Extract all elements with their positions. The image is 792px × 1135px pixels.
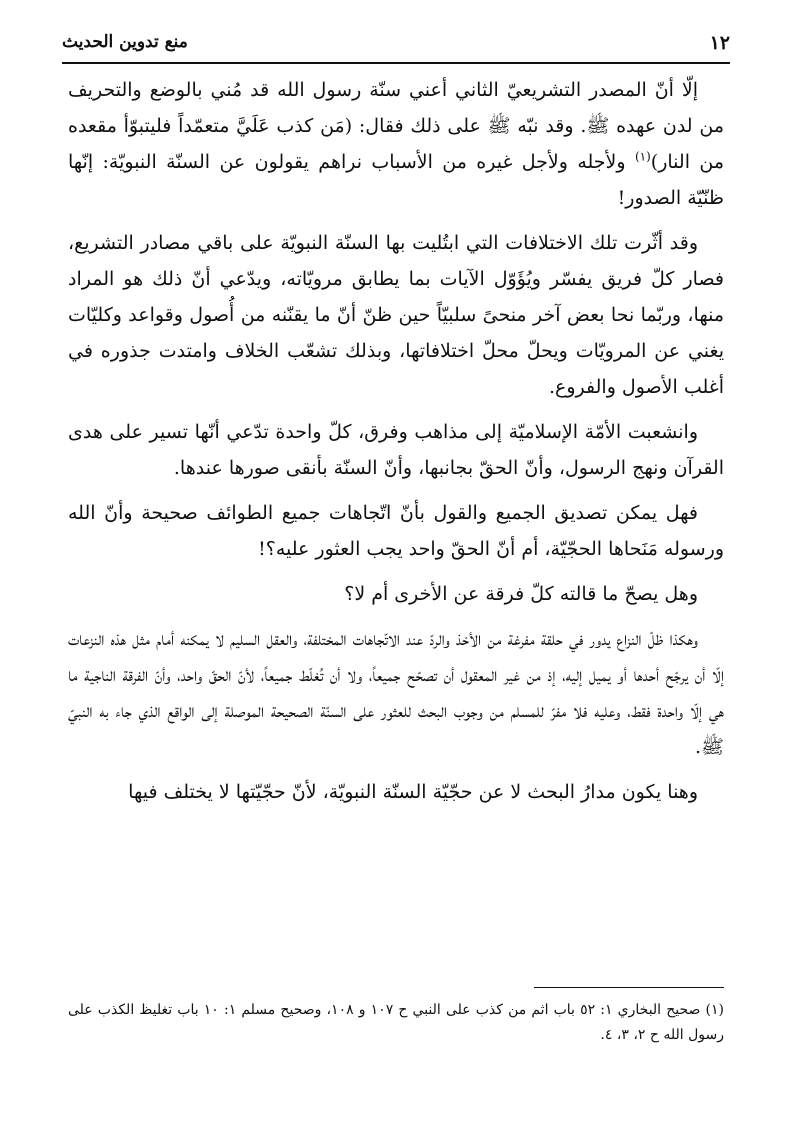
- page-number: ١٢: [709, 32, 730, 54]
- paragraph-2: وقد أثّرت تلك الاختلافات التي ابتُليت بها السنّة النبويّة على باقي مصادر التشريع، فصار كلّ فريق يفسّر ويُؤَوّل الآيات بما يطابق مرويّاته، ويدّعي أنّ ذلك هو المراد منها، وربّما نحا بعض آخر منحىً سلبيّاً حين ظنّ أنّ ما يقنّنه من أُصول وقواعد وكليّات يغني عن المرويّات ويحلّ محلّ اختلافاتها، وبذلك تشعّب الخلاف وامتدت جذوره في أغلب الأصول والفروع.: [68, 232, 724, 398]
- paragraph-1-tail: ولأجله ولأجل غيره من الأسباب نراهم يقولون عن السنّة النبويّة: إنّها ظنّيّة الصدور!: [68, 151, 724, 209]
- running-title: منع تدوين الحديث: [62, 32, 188, 52]
- paragraph-3: وانشعبت الأمّة الإسلاميّة إلى مذاهب وفرق، كلّ واحدة تدّعي أنّها تسير على هدى القرآن ونهج الرسول، وأنّ الحقّ بجانبها، وأنّ السنّة بأنقى صورها عندها.: [68, 421, 724, 479]
- paragraph-7: وهنا يكون مدارُ البحث لا عن حجّيّة السنّة النبويّة، لأنّ حجّيّتها لا يختلف فيها: [128, 781, 698, 803]
- page-header: [62, 26, 730, 64]
- paragraph-5: وهل يصحّ ما قالته كلّ فرقة عن الأخرى أم لا؟: [344, 583, 698, 605]
- paragraph-4: فهل يمكن تصديق الجميع والقول بأنّ اتّجاهات جميع الطوائف صحيحة وأنّ الله ورسوله مَنَحاها الحجّيّة، أم أنّ الحقّ واحد يجب العثور عليه؟!: [68, 502, 724, 560]
- footnote-divider: [534, 987, 724, 988]
- paragraph-1-text: إلّا أنّ المصدر التشريعيّ الثاني أعني سنّة رسول الله قد مُني بالوضع والتحريف من لدن عهده ﷺ. وقد نبّه ﷺ على ذلك فقال: (مَن كذب عَلَيَّ متعمّداً فليتبوّأ مقعده من النار): [68, 79, 725, 173]
- footnote-marker[interactable]: (١): [634, 149, 651, 164]
- body-text: [68, 72, 724, 819]
- footnote: (١) صحيح البخاري ١: ٥٢ باب اثم من كذب على النبي ح ١٠٧ و ١٠٨، وصحيح مسلم ١: ١٠ باب تغليظ الكذب على رسول الله ح ٢، ٣، ٤.: [68, 1002, 724, 1043]
- paragraph-1: [68, 72, 724, 216]
- paragraph-6: وهكذا ظلّ النزاع يدور في حلقة مفرغة من الأخذ والردّ عند الاتّجاهات المختلفة، والعقل السليم لا يمكنه أمام مثل هذه النزعات إلّا أن يرجّح أحدها أو يميل إليه، إذ من غير المعقول أن تصحّح جميعاً، ولا أن تُغلّط جميعاً، لأنّ الحقّ واحد، وأنّ الفرقة الناجية ما هي إلّا واحدة فقط، وعليه فلا مفرّ للمسلم من وجوب البحث للعثور على السنّة الصحيحة الموصلة إلى الواقع الذي جاء به النبيّ ﷺ.: [68, 628, 724, 758]
